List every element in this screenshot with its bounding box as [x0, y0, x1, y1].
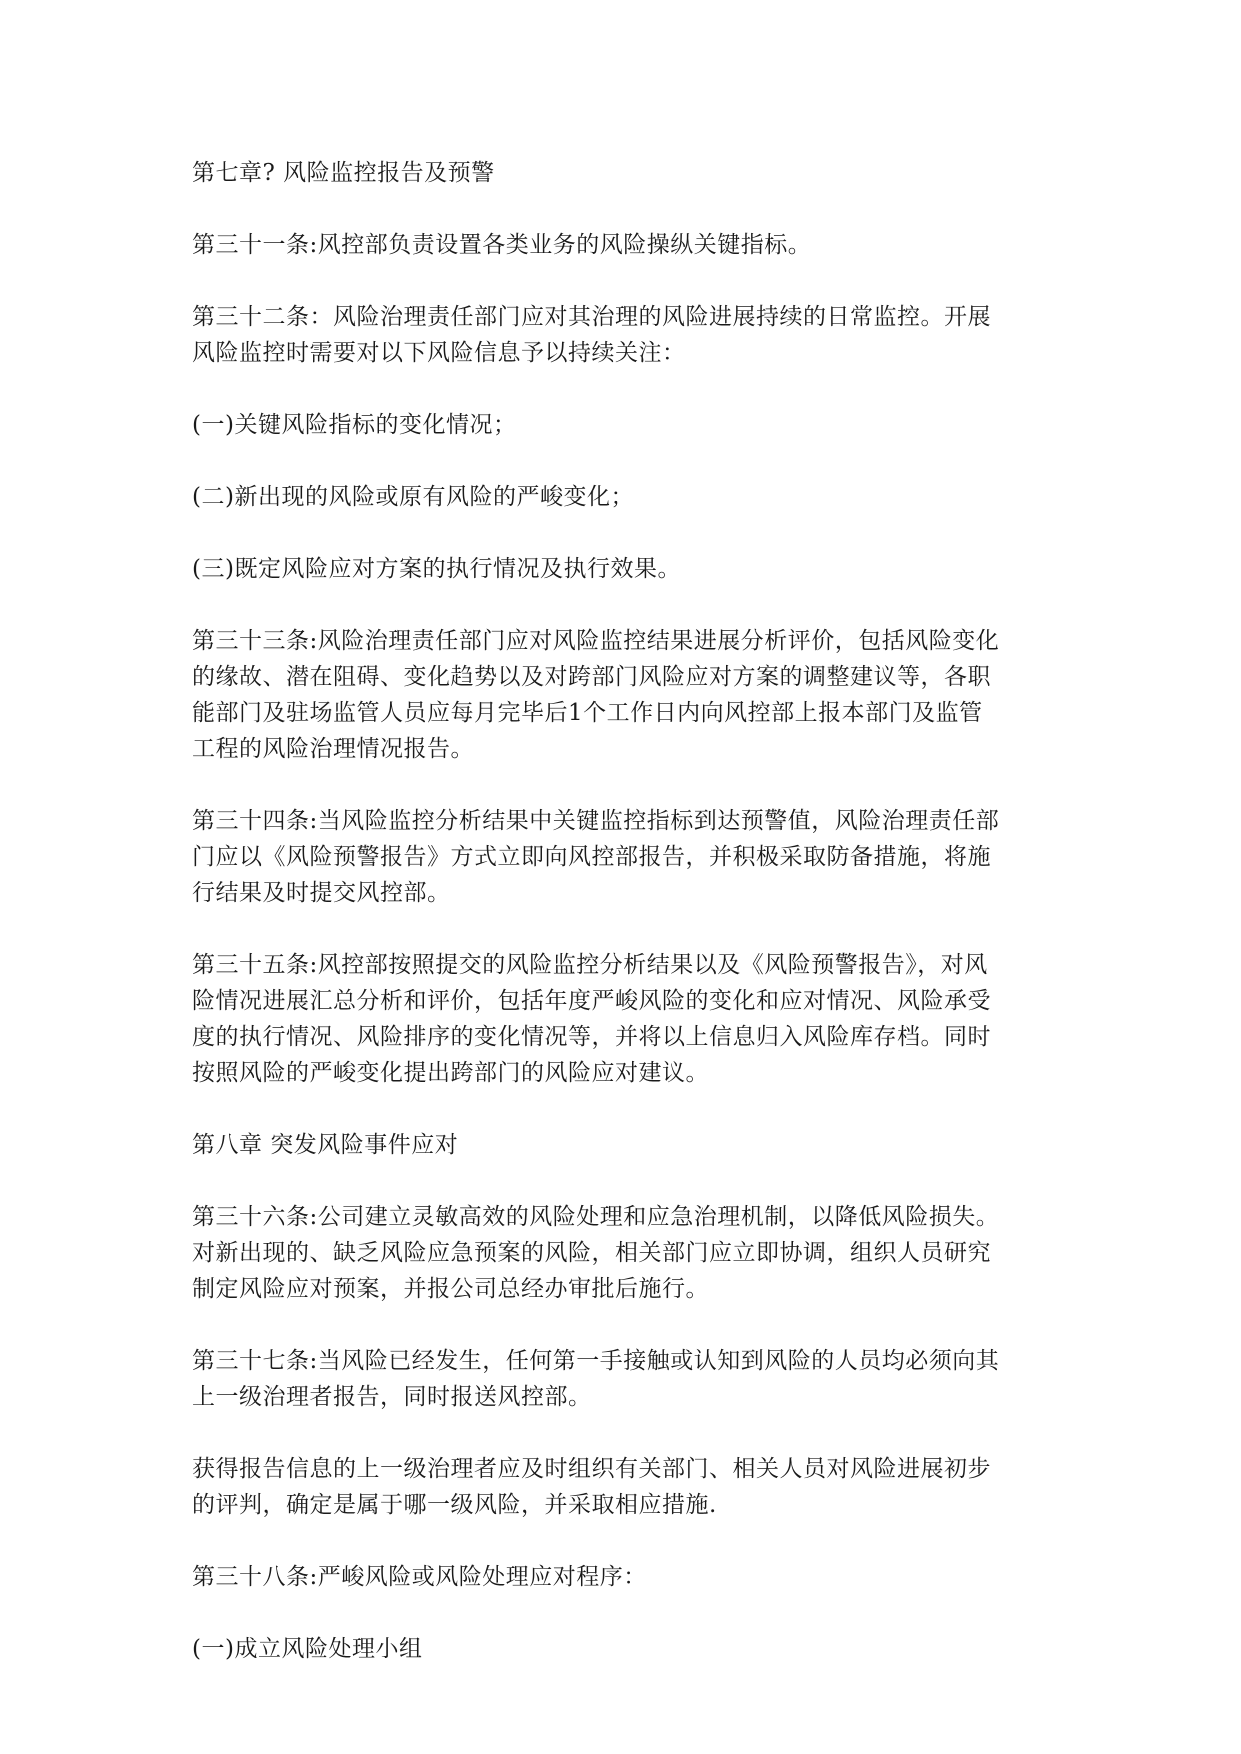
- text-line: 工程的风险治理情况报告。: [192, 736, 474, 762]
- text-line: 的评判，确定是属于哪一级风险，并采取相应措施.: [192, 1492, 717, 1518]
- text-line: (一)成立风险处理小组: [192, 1636, 423, 1662]
- article-36: [192, 1199, 1052, 1307]
- article-31: [192, 227, 1052, 263]
- text-line: 门应以《风险预警报告》方式立即向风控部报告，并积极采取防备措施，将施: [192, 844, 991, 870]
- procedure-item-1: [192, 1631, 1052, 1667]
- text-line: 第三十五条:风控部按照提交的风险监控分析结果以及《风险预警报告》，对风: [192, 952, 988, 978]
- text-line: 风险监控时需要对以下风险信息予以持续关注：: [192, 340, 686, 366]
- text-line: (三)既定风险应对方案的执行情况及执行效果。: [192, 556, 681, 582]
- chapter-7-heading: [192, 155, 1052, 191]
- text-line: 第三十八条:严峻风险或风险处理应对程序：: [192, 1564, 647, 1590]
- text-line: 第三十一条:风控部负责设置各类业务的风险操纵关键指标。: [192, 232, 812, 258]
- text-line: 第三十二条：风险治理责任部门应对其治理的风险进展持续的日常监控。开展: [192, 304, 991, 330]
- chapter-8-heading: [192, 1127, 1052, 1163]
- article-37-continued: [192, 1451, 1052, 1523]
- text-line: 的缘故、潜在阻碍、变化趋势以及对跨部门风险应对方案的调整建议等，各职: [192, 664, 991, 690]
- text-line: 对新出现的、缺乏风险应急预案的风险，相关部门应立即协调，组织人员研究: [192, 1240, 991, 1266]
- article-33: [192, 623, 1052, 767]
- text-line: (二)新出现的风险或原有风险的严峻变化；: [192, 484, 634, 510]
- article-32: [192, 299, 1052, 371]
- text-line: 第三十七条:当风险已经发生，任何第一手接触或认知到风险的人员均必须向其: [192, 1348, 1000, 1374]
- text-line: 第三十六条:公司建立灵敏高效的风险处理和应急治理机制，以降低风险损失。: [192, 1204, 1000, 1230]
- text-line: 能部门及驻场监管人员应每月完毕后1个工作日内向风控部上报本部门及监管: [192, 700, 983, 726]
- text-line: 行结果及时提交风控部。: [192, 880, 451, 906]
- text-line: (一)关键风险指标的变化情况；: [192, 412, 517, 438]
- text-line: 度的执行情况、风险排序的变化情况等，并将以上信息归入风险库存档。同时: [192, 1024, 991, 1050]
- text-line: 制定风险应对预案，并报公司总经办审批后施行。: [192, 1276, 709, 1302]
- document-body: [192, 155, 1052, 1703]
- article-38: [192, 1559, 1052, 1595]
- article-37: [192, 1343, 1052, 1415]
- list-item-1: [192, 407, 1052, 443]
- text-line: 上一级治理者报告，同时报送风控部。: [192, 1384, 592, 1410]
- text-line: 获得报告信息的上一级治理者应及时组织有关部门、相关人员对风险进展初步: [192, 1456, 991, 1482]
- text-line: 按照风险的严峻变化提出跨部门的风险应对建议。: [192, 1060, 709, 1086]
- text-line: 第八章 突发风险事件应对: [192, 1132, 459, 1158]
- text-line: 险情况进展汇总分析和评价，包括年度严峻风险的变化和应对情况、风险承受: [192, 988, 991, 1014]
- list-item-2: [192, 479, 1052, 515]
- text-line: 第七章? 风险监控报告及预警: [192, 160, 495, 186]
- text-line: 第三十四条:当风险监控分析结果中关键监控指标到达预警值，风险治理责任部: [192, 808, 1000, 834]
- text-line: 第三十三条:风险治理责任部门应对风险监控结果进展分析评价，包括风险变化: [192, 628, 1000, 654]
- article-34: [192, 803, 1052, 911]
- list-item-3: [192, 551, 1052, 587]
- article-35: [192, 947, 1052, 1091]
